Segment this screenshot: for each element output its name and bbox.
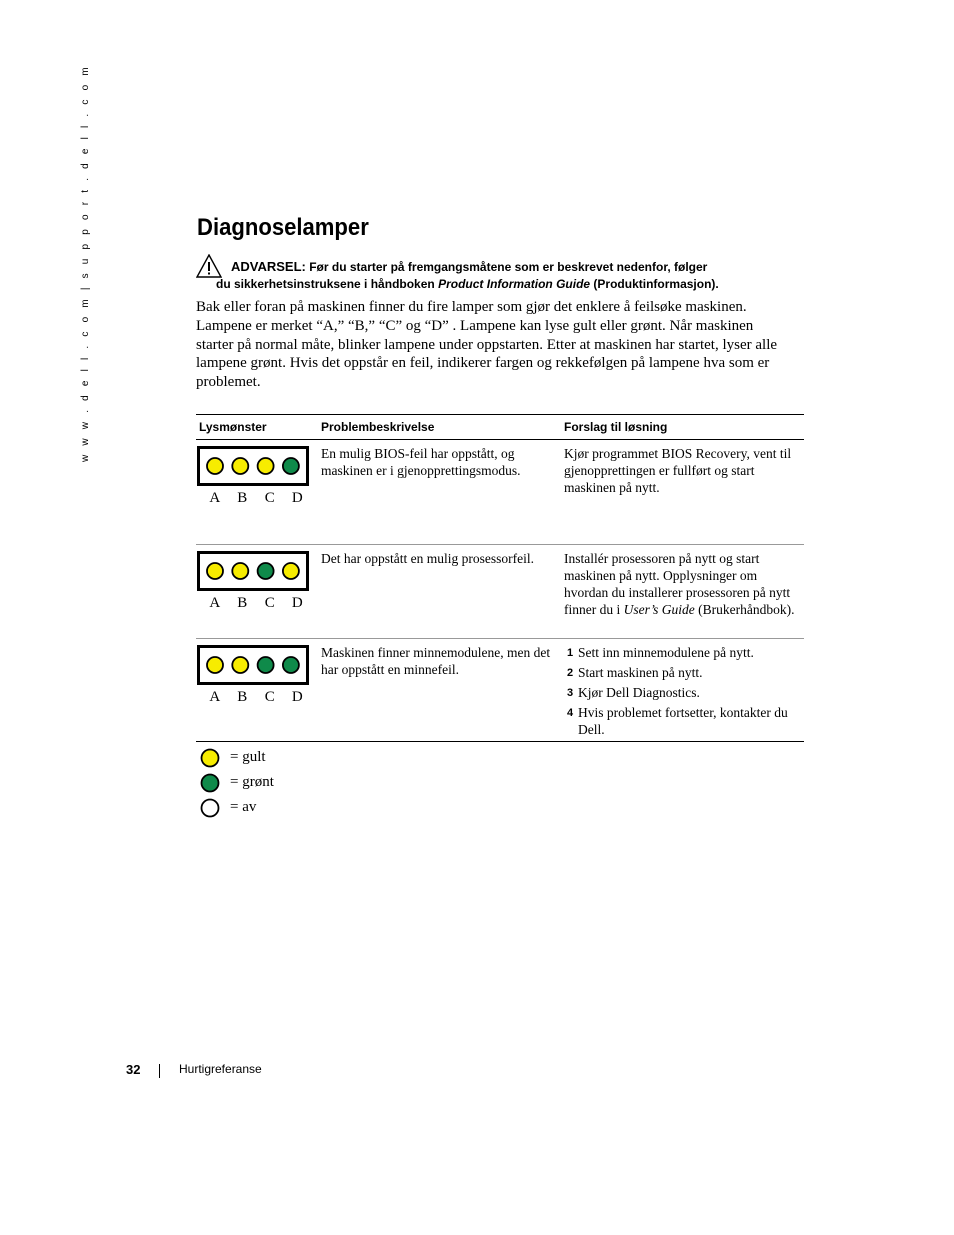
list-item: 2 Start maskinen på nytt. (567, 665, 703, 680)
header-solution: Forslag til løsning (561, 415, 804, 440)
lamp-letters: A B C D (209, 595, 303, 611)
light-pattern-cell (196, 639, 318, 742)
footer-divider (159, 1064, 160, 1078)
light-pattern-cell (196, 545, 318, 639)
warning-label: ADVARSEL: (231, 259, 306, 274)
light-pattern-cell (196, 440, 318, 545)
users-guide-title: User’s Guide (623, 602, 695, 617)
solution-cell: Installér prosessoren på nytt og start maskinen på nytt. Opplysninger om hvordan du installerer prosessoren på nytt finner du i User’s Guide (Brukerhåndbok). (561, 545, 804, 639)
lamp-b-yellow (232, 563, 248, 579)
warning-icon (196, 254, 222, 278)
list-item: 1 Sett inn minnemodulene på nytt. (567, 645, 754, 660)
solution-cell: Kjør programmet BIOS Recovery, vent til gjenopprettingen er fullført og start maskinen på nytt. (561, 440, 804, 545)
warning-guide-title: Product Information Guide (438, 277, 591, 291)
lamp-b-yellow (232, 458, 248, 474)
problem-cell: Det har oppstått en mulig prosessorfeil. (318, 545, 561, 639)
lamp-letters: A B C D (209, 490, 303, 506)
warning-text (216, 258, 791, 293)
lamp-d-green (283, 458, 299, 474)
legend (200, 745, 274, 820)
list-item: 4 Hvis problemet fortsetter, kontakter du Dell. (567, 705, 788, 737)
lamp-c-yellow (258, 458, 274, 474)
light-pattern (197, 645, 309, 685)
diagnostic-table (196, 414, 804, 742)
solution-cell (561, 639, 804, 742)
light-pattern (197, 446, 309, 486)
solution-steps (564, 644, 800, 738)
table-row (196, 639, 804, 742)
footer-section: Hurtigreferanse (179, 1062, 262, 1076)
lamp-d-green (283, 657, 299, 673)
table-row (196, 545, 804, 639)
legend-item-off: = av (200, 795, 274, 820)
yellow-lamp-icon (200, 748, 220, 768)
problem-cell: En mulig BIOS-feil har oppstått, og maskinen er i gjenopprettingsmodus. (318, 440, 561, 545)
problem-cell: Maskinen finner minnemodulene, men det har oppstått en minnefeil. (318, 639, 561, 742)
legend-item-yellow: = gult (200, 745, 274, 770)
legend-item-green: = grønt (200, 770, 274, 795)
table-header-row (196, 415, 804, 440)
page-number: 32 (126, 1062, 141, 1077)
warning-line1: Før du starter på fremgangsmåtene som er beskrevet nedenfor, følger (309, 260, 708, 274)
lamp-a-yellow (207, 563, 223, 579)
table-row (196, 440, 804, 545)
page-footer (126, 1062, 262, 1077)
intro-paragraph: Bak eller foran på maskinen finner du fire lamper som gjør det enklere å feilsøke maskinen. Lampene er merket “A,” “B,” “C” og “D” . Lampene kan lyse gult eller grønt. Når maskinen starter på normal måte, blinker lampene under oppstarten. Etter at maskinen har startet, lyser alle lampene grønt. Hvis det oppstår en feil, indikerer fargen og rekkefølgen på lampene hva som er problemet. (196, 299, 778, 391)
page-title: Diagnoselamper (197, 214, 369, 241)
light-pattern (197, 551, 309, 591)
lamp-d-yellow (283, 563, 299, 579)
lamp-c-green (258, 563, 274, 579)
lamp-a-yellow (207, 657, 223, 673)
lamp-a-yellow (207, 458, 223, 474)
lamp-b-yellow (232, 657, 248, 673)
green-lamp-icon (200, 773, 220, 793)
side-url: w w w . d e l l . c o m | s u p p o r t . d e l l . c o m (80, 64, 91, 462)
lamp-c-green (258, 657, 274, 673)
warning-line2: du sikkerhetsinstruksene i håndboken Product Information Guide (Produktinformasjon). (216, 277, 719, 291)
list-item: 3 Kjør Dell Diagnostics. (567, 685, 700, 700)
header-problem: Problembeskrivelse (318, 415, 561, 440)
header-pattern: Lysmønster (196, 415, 318, 440)
lamp-letters: A B C D (209, 689, 303, 705)
off-lamp-icon (200, 798, 220, 818)
